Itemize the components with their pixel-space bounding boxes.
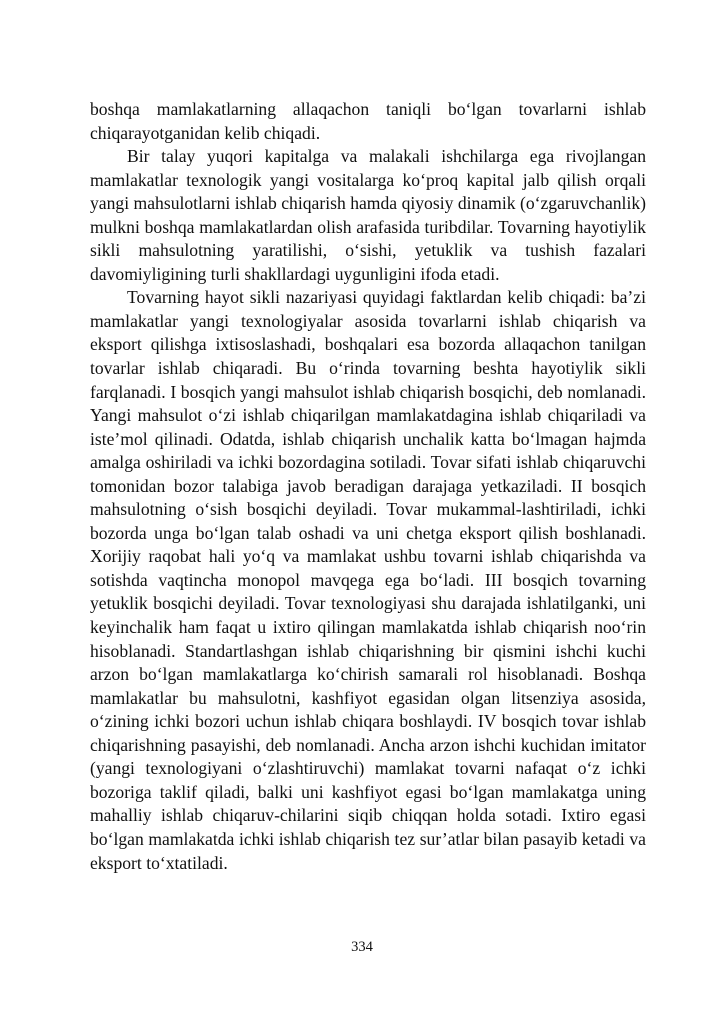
- page-number: 334: [351, 939, 373, 955]
- paragraph-developed-countries: Bir talay yuqori kapitalga va malakali ishchilarga ega rivojlangan mamlakatlar texnologik yangi vositalarga ko‘proq kapital jalb qilish orqali yangi mahsulotlarni ishlab chiqarish hamda qiyosiy dinamik (o‘zgaruvchanlik) mulkni boshqa mamlakatlardan olish arafasida turibdilar. Tovarning hayotiylik sikli mahsulotning yaratilishi, o‘sishi, yetuklik va tushish fazalari davomiyligining turli shakllardagi uygunligini ifoda etadi.: [90, 146, 646, 284]
- body-text: [90, 98, 646, 875]
- paragraph-continuation: boshqa mamlakatlarning allaqachon taniqli bo‘lgan tovarlarni ishlab chiqarayotganidan kelib chiqadi.: [90, 99, 646, 143]
- paragraph-life-cycle-theory: Tovarning hayot sikli nazariyasi quyidagi faktlardan kelib chiqadi: ba’zi mamlakatlar yangi texnologiyalar asosida tovarlarni ishlab chiqarish va eksport qilishga ixtisoslashadi, boshqalari esa bozorda allaqachon tanilgan tovarlar ishlab chiqaradi. Bu o‘rinda tovarning beshta hayotiylik sikli farqlanadi. I bosqich yangi mahsulot ishlab chiqarish bosqichi, deb nomlanadi. Yangi mahsulot o‘zi ishlab chiqarilgan mamlakatdagina ishlab chiqariladi va iste’mol qilinadi. Odatda, ishlab chiqarish unchalik katta bo‘lmagan hajmda amalga oshiriladi va ichki bozordagina sotiladi. Tovar sifati ishlab chiqaruvchi tomonidan bozor talabiga javob beradigan darajaga yetkaziladi. II bosqich mahsulotning o‘sish bosqichi deyiladi. Tovar mukammal-lashtiriladi, ichki bozorda unga bo‘lgan talab oshadi va uni chetga eksport qilish boshlanadi. Xorijiy raqobat hali yo‘q va mamlakat ushbu tovarni ishlab chiqarishda va sotishda vaqtincha monopol mavqega ega bo‘ladi. III bosqich tovarning yetuklik bosqichi deyiladi. Tovar texnologiyasi shu darajada ishlatilganki, uni keyinchalik ham faqat u ixtiro qilingan mamlakatda ishlab chiqarish noo‘rin hisoblanadi. Standartlashgan ishlab chiqarishning bir qismini ishchi kuchi arzon bo‘lgan mamlakatlarga ko‘chirish samarali rol hisoblanadi. Boshqa mamlakatlar bu mahsulotni, kashfiyot egasidan olgan litsenziya asosida, o‘zining ichki bozori uchun ishlab chiqara boshlaydi. IV bosqich tovar ishlab chiqarishning pasayishi, deb nomlanadi. Ancha arzon ishchi kuchidan imitator (yangi texnologiyani o‘zlashtiruvchi) mamlakat tovarni nafaqat o‘z ichki bozoriga taklif qiladi, balki uni kashfiyot egasi bo‘lgan mamlakatga uning mahalliy ishlab chiqaruv-chilarini siqib chiqqan holda sotadi. Ixtiro egasi bo‘lgan mamlakatda ichki ishlab chiqarish tez sur’atlar bilan pasayib ketadi va eksport to‘xtatiladi.: [90, 287, 646, 873]
